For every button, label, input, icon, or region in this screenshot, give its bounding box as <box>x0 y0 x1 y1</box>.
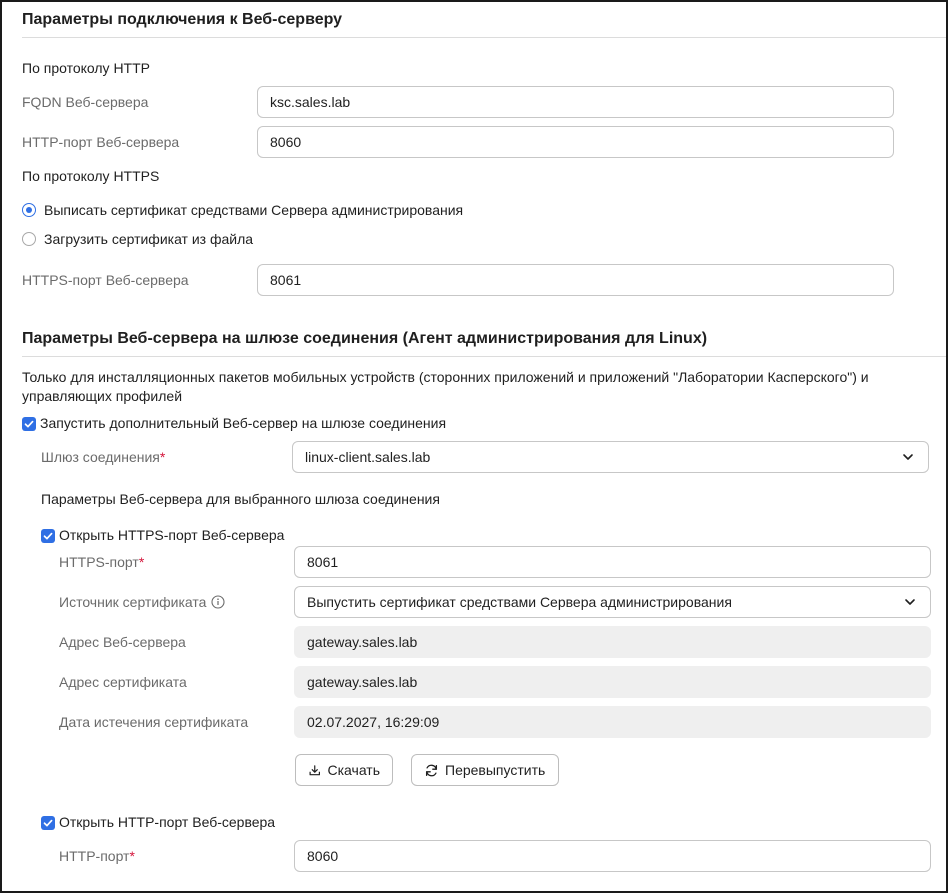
required-mark: * <box>138 554 145 570</box>
cert-address-value: gateway.sales.lab <box>307 674 418 690</box>
gateway-http-port-value: 8060 <box>307 848 339 864</box>
gateway-https-port-label-text: HTTPS-порт <box>59 554 139 570</box>
section-title-gateway: Параметры Веб-сервера на шлюзе соединения (Агент администрирования для Linux) <box>22 330 708 347</box>
reissue-button[interactable] <box>411 754 559 786</box>
gateway-http-port-input[interactable] <box>294 840 931 872</box>
https-port-label: HTTPS-порт Веб-сервера <box>22 272 189 288</box>
chevron-down-icon <box>900 449 916 465</box>
radio-upload-certificate-label[interactable]: Загрузить сертификат из файла <box>44 231 254 247</box>
gateway-description: Только для инсталляционных пакетов мобильных устройств (сторонних приложений и приложений "Лаборатории Касперского") и управляющих профилей <box>22 369 869 404</box>
http-heading: По протоколу HTTP <box>22 60 150 76</box>
http-port-input[interactable] <box>257 126 894 158</box>
cert-expiry-value: 02.07.2027, 16:29:09 <box>307 714 440 730</box>
fqdn-value: ksc.sales.lab <box>270 94 351 110</box>
fqdn-label: FQDN Веб-сервера <box>22 94 149 110</box>
open-http-port-checkbox[interactable] <box>41 816 55 830</box>
https-port-value: 8061 <box>270 272 302 288</box>
download-icon <box>308 763 322 778</box>
gateway-select-value: linux-client.sales.lab <box>305 449 431 465</box>
start-extra-server-checkbox[interactable] <box>22 417 36 431</box>
fqdn-input[interactable] <box>257 86 894 118</box>
radio-issue-certificate[interactable] <box>22 203 36 217</box>
web-address-value: gateway.sales.lab <box>307 634 418 650</box>
radio-issue-certificate-label[interactable]: Выписать сертификат средствами Сервера администрирования <box>44 202 464 218</box>
radio-upload-certificate[interactable] <box>22 232 36 246</box>
chevron-down-icon <box>902 594 918 610</box>
cert-expiry-field <box>294 706 931 738</box>
open-https-port-checkbox[interactable] <box>41 529 55 543</box>
gateway-https-port-label <box>59 554 144 570</box>
gateway-http-port-label-text: HTTP-порт <box>59 848 130 864</box>
cert-source-select-value: Выпустить сертификат средствами Сервера администрирования <box>307 594 732 610</box>
cert-source-label <box>59 594 225 610</box>
open-http-port-label[interactable]: Открыть HTTP-порт Веб-сервера <box>59 814 276 830</box>
section-title-connection: Параметры подключения к Веб-серверу <box>22 11 343 28</box>
divider <box>22 356 948 357</box>
cert-source-label-text: Источник сертификата <box>59 594 207 610</box>
cert-address-label: Адрес сертификата <box>59 674 187 690</box>
gateway-label-text: Шлюз соединения <box>41 449 160 465</box>
info-icon[interactable] <box>211 595 225 609</box>
https-heading: По протоколу HTTPS <box>22 168 160 184</box>
cert-expiry-label: Дата истечения сертификата <box>59 714 249 730</box>
start-extra-server-label[interactable]: Запустить дополнительный Веб-сервер на шлюзе соединения <box>40 415 447 431</box>
http-port-label: HTTP-порт Веб-сервера <box>22 134 180 150</box>
download-button[interactable] <box>295 754 393 786</box>
web-address-field <box>294 626 931 658</box>
gateway-label <box>41 449 165 465</box>
gateway-https-port-value: 8061 <box>307 554 339 570</box>
download-button-label: Скачать <box>327 762 380 778</box>
divider <box>22 37 948 38</box>
required-mark: * <box>129 848 135 864</box>
check-icon <box>43 818 53 828</box>
web-address-label: Адрес Веб-сервера <box>59 634 186 650</box>
reissue-button-label: Перевыпустить <box>445 762 546 778</box>
check-icon <box>43 531 53 541</box>
open-https-port-label[interactable]: Открыть HTTPS-порт Веб-сервера <box>59 527 285 543</box>
gateway-http-port-label <box>59 848 135 864</box>
cert-address-field <box>294 666 931 698</box>
gateway-select[interactable] <box>292 441 929 473</box>
https-port-input[interactable] <box>257 264 894 296</box>
check-icon <box>24 419 34 429</box>
cert-source-select[interactable] <box>294 586 931 618</box>
refresh-icon <box>424 763 439 778</box>
http-port-value: 8060 <box>270 134 302 150</box>
gateway-https-port-input[interactable] <box>294 546 931 578</box>
required-mark: * <box>159 449 166 465</box>
gateway-params-heading: Параметры Веб-сервера для выбранного шлюза соединения <box>41 491 440 507</box>
